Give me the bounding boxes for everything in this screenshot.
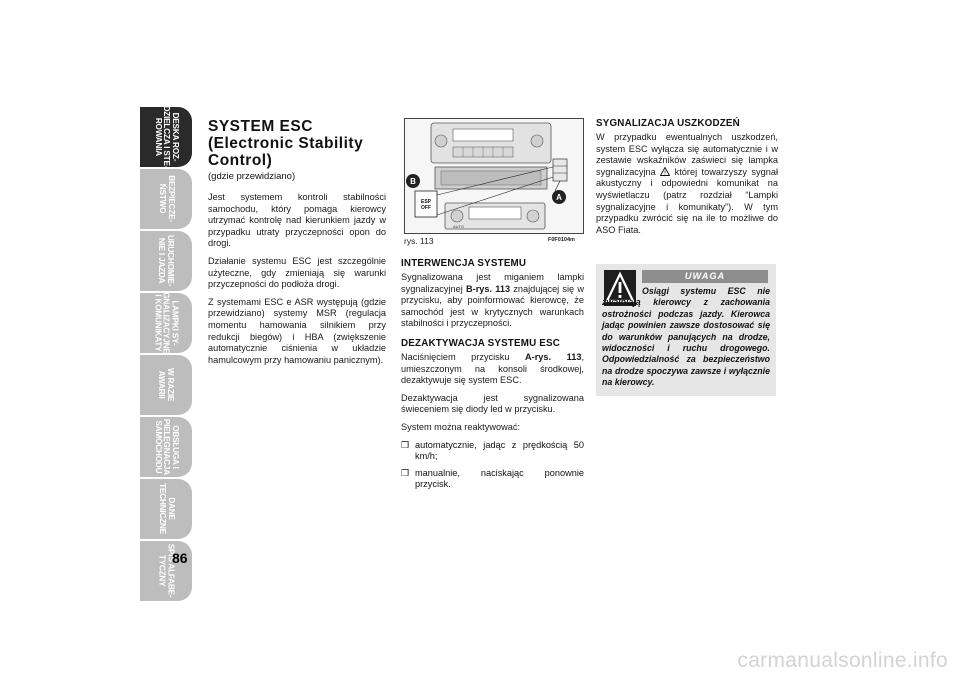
list-item (401, 440, 584, 463)
list-item-text: manualnie, naciskając ponownie przycisk. (415, 467, 584, 490)
text-span: , umieszczonym na konsoli środkowej, dezaktywuje się system ESC. (401, 351, 584, 386)
figure-caption: rys. 113 (404, 236, 434, 246)
tab-label: DANE TECHNICZNE (157, 483, 176, 535)
tab-label: W RAZIE AWARII (157, 368, 176, 402)
heading-dezaktywacja: DEZAKTYWACJA SYSTEMU ESC (401, 337, 561, 349)
tab-label: OBSŁUGA I PIELĘGNACJA SAMOCHODU (153, 418, 180, 476)
figure-code: F0F0104m (548, 237, 575, 243)
tab-awarii[interactable] (140, 355, 192, 415)
column-3 (596, 118, 778, 242)
paragraph: Z systemami ESC e ASR występują (gdzie przewidziano) systemy MSR (regulacja momentu hamowania silnikiem przy redukcji biegów) i HBA (zwiększenie automatycznie ciśnienia w układzie hamulcowym przy hamowaniu panicznym). (208, 296, 386, 365)
svg-text:!: ! (664, 170, 667, 176)
text-span: Sygnalizowana jest miganiem lampki sygnalizacyjnej (401, 272, 584, 294)
tab-label: SPIS ALFABE- TYCZNY (158, 544, 176, 598)
section-subtitle: (gdzie przewidziano) (208, 171, 296, 182)
section-system-esc (208, 118, 386, 372)
tab-label: URUCHOMIE- NIE I JAZDA (158, 235, 176, 287)
text-span: Naciśnięciem przycisku (401, 351, 526, 362)
paragraph: System można reaktywować: (401, 421, 520, 432)
marker-b: B (410, 177, 416, 186)
list-item (401, 468, 584, 491)
heading-interwencja: INTERWENCJA SYSTEMU (401, 258, 527, 269)
svg-text:OFF: OFF (421, 205, 431, 211)
paragraph-dezaktywacja (401, 352, 584, 387)
warning-triangle-icon (660, 167, 670, 176)
warning-header: UWAGA (642, 270, 768, 283)
tab-label: DESKA ROZ- DZIELCZA I STE- ROWANIA (153, 105, 180, 169)
watermark: carmanualsonline.info (737, 649, 948, 672)
tab-dane-techniczne[interactable] (140, 479, 192, 539)
heading-sygnalizacja: SYGNALIZACJA USZKODZEŃ (596, 118, 740, 129)
tab-bezpieczenstwo[interactable] (140, 169, 192, 229)
tab-label: BEZPIECZE- ŃSTWO (158, 175, 176, 223)
paragraph: Jest systemem kontroli stabilności samochodu, który pomaga kierowcy utrzymać kontrolę nad kierunkiem jazdy w przypadku utraty przyczepności opon do drogi. (208, 192, 386, 249)
tab-obsluga[interactable] (140, 417, 192, 477)
paragraph: Dezaktywacja jest sygnalizowana świeceniem się diody led w przycisku. (401, 392, 584, 415)
figure-reference: B-rys. 113 (466, 283, 511, 294)
marker-a: A (556, 193, 562, 202)
tab-label: LAMPKI SY- GNALIZACYJNE I KOMUNIKATY (153, 292, 180, 354)
auto-label: AUTO (453, 224, 465, 229)
paragraph-sygnalizacja (596, 132, 778, 236)
text-span: której towarzyszy sygnał akustyczny i odpowiedni komunikat na wyświetlaczu (patrz rozdział “Lampki sygnalizacyjne i komunikaty”). W tym przypadku zwrócić się na ile to możliwe do ASO Fiata. (596, 166, 778, 235)
svg-text:ESP: ESP (420, 199, 432, 205)
list-item-text: automatycznie, jadąc z prędkością 50 km/h; (415, 439, 584, 462)
section-title: SYSTEM ESC (Electronic Stability Control) (208, 118, 364, 169)
tab-deska-rozdzielcza[interactable] (140, 107, 192, 167)
figure-console-illustration (404, 118, 584, 234)
text-span: znajdującej się w przycisku, aby poinformować kierowcę, że samochód jest w krytycznych warunkach stabilności i przyczepności. (401, 283, 584, 329)
paragraph-interwencja (401, 272, 584, 330)
checkbox-bullet-icon: ❒ (401, 467, 410, 478)
column-2 (401, 258, 584, 496)
figure-reference: A-rys. 113 (525, 351, 582, 362)
page-number: 86 (172, 550, 188, 566)
paragraph: Działanie systemu ESC jest szczególnie użyteczne, gdy zmieniają się warunki przyczepności do podłoża drogi. (208, 255, 386, 290)
warning-box (596, 264, 776, 396)
tab-lampki[interactable] (140, 293, 192, 353)
warning-text: Osiągi systemu ESC nie zwalniają kierowcy z zachowania ostrożności podczas jazdy. Kierowca jadąc powinien zawsze dostosować się do warunków panujących na drodze, widoczności i ruchu drogowego. Odpowiedzialność za bezpieczeństwo na drodze spoczywa zawsze i wyłącznie na kierowcy. (602, 286, 770, 388)
text-span: W przypadku ewentualnych uszkodzeń, system ESC wyłącza się automatycznie i w zestawie wskaźników zaświeci się lampka sygnalizacyjna (596, 132, 778, 177)
tab-uruchomienie[interactable] (140, 231, 192, 291)
checkbox-bullet-icon: ❒ (401, 439, 410, 450)
console-drawing (405, 119, 584, 234)
